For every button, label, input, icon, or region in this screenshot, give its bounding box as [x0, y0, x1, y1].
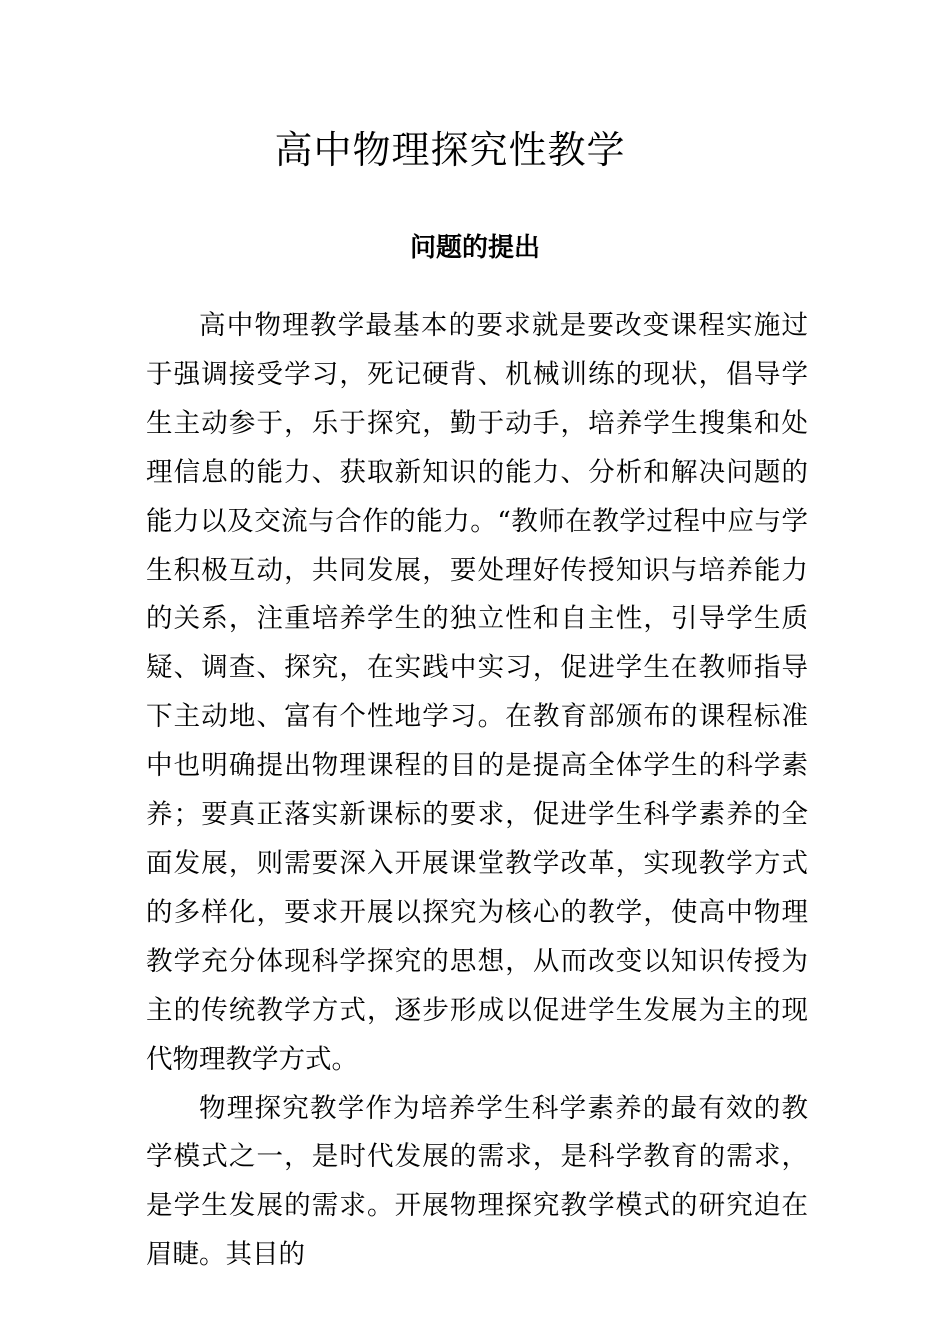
paragraph: 高中物理教学最基本的要求就是要改变课程实施过于强调接受学习，死记硬背、机械训练的现状，倡导学生主动参于，乐于探究，勤于动手，培养学生搜集和处理信息的能力、获取新知识的能力、分析和解决问题的能力以及交流与合作的能力。“教师在教学过程中应与学生积极互动，共同发展，要处理好传授知识与培养能力的关系，注重培养学生的独立性和自主性，引导学生质疑、调查、探究，在实践中实习，促进学生在教师指导下主动地、富有个性地学习。在教育部颁布的课程标准中也明确提出物理课程的目的是提高全体学生的科学素养；要真正落实新课标的要求，促进学生科学素养的全面发展，则需要深入开展课堂教学改革，实现教学方式的多样化，要求开展以探究为核心的教学，使高中物理教学充分体现科学探究的思想，从而改变以知识传授为主的传统教学方式，逐步形成以促进学生发展为主的现代物理教学方式。	[146, 310, 808, 1075]
body-text	[146, 302, 808, 1280]
document-title: 高中物理探究性教学	[274, 128, 626, 172]
section-heading: 问题的提出	[409, 233, 540, 263]
paragraph: 物理探究教学作为培养学生科学素养的最有效的教学模式之一，是时代发展的需求，是科学教育的需求，是学生发展的需求。开展物理探究教学模式的研究迫在眉睫。其目的	[146, 1092, 808, 1271]
